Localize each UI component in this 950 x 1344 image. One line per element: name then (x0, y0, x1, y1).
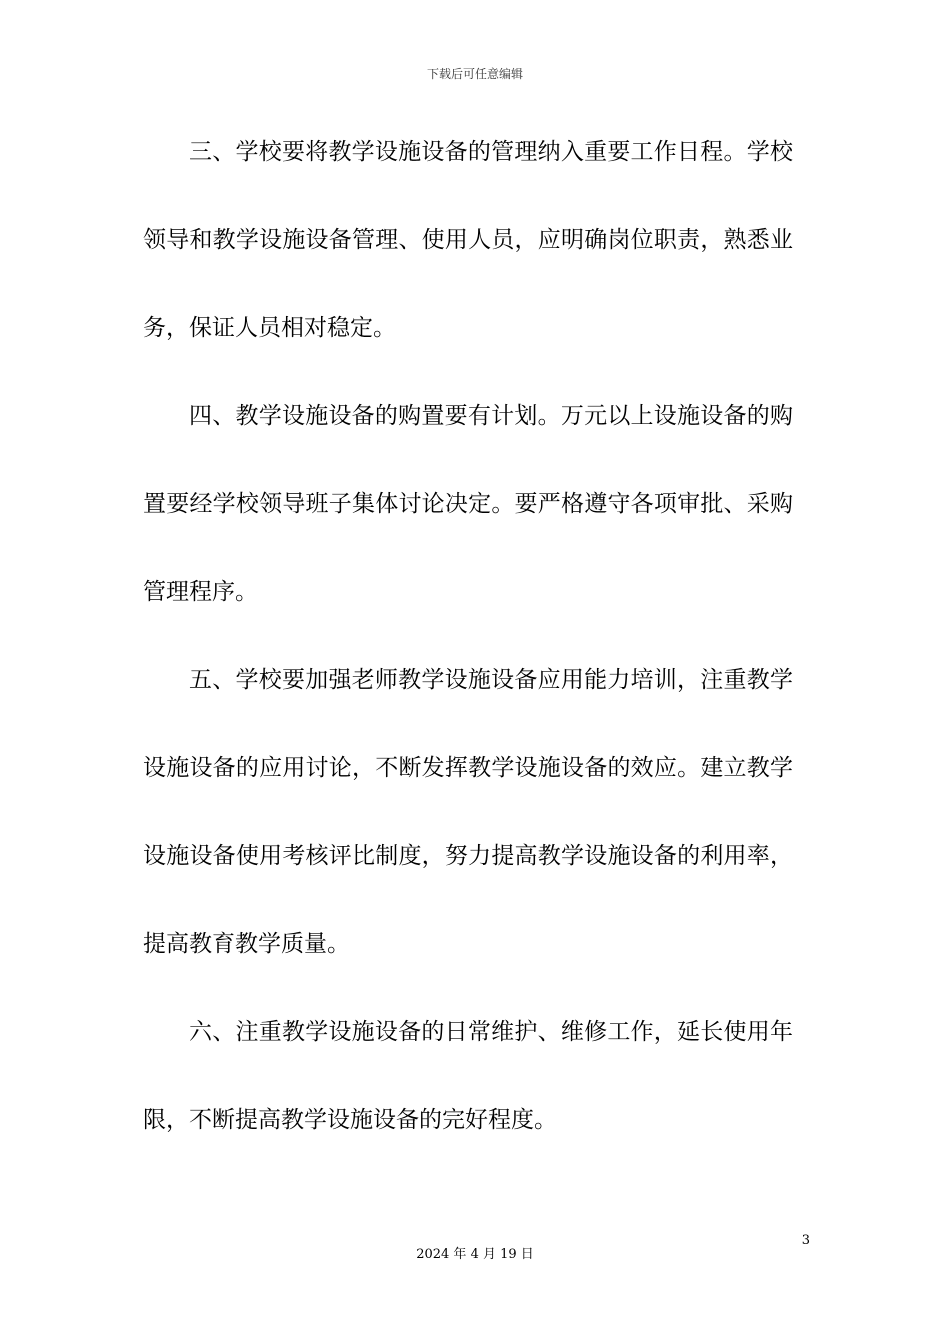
page-number: 3 (801, 1233, 810, 1248)
page-footer-date: 2024 年 4 月 19 日 (416, 1247, 534, 1262)
paragraph-4: 四、教学设施设备的购置要有计划。万元以上设施设备的购置要经学校领导班子集体讨论决定。要严格遵守各项审批、采购管理程序。 (143, 403, 793, 605)
page-header: 下载后可任意编辑 (426, 67, 523, 81)
paragraph-6: 六、注重教学设施设备的日常维护、维修工作，延长使用年限，不断提高教学设施设备的完好程度。 (143, 1019, 793, 1133)
document-body (143, 108, 793, 1164)
paragraph-5: 五、学校要加强老师教学设施设备应用能力培训，注重教学设施设备的应用讨论，不断发挥教学设施设备的效应。建立教学设施设备使用考核评比制度，努力提高教学设施设备的利用率，提高教育教学质量。 (143, 667, 793, 957)
paragraph-3: 三、学校要将教学设施设备的管理纳入重要工作日程。学校领导和教学设施设备管理、使用人员，应明确岗位职责，熟悉业务，保证人员相对稳定。 (143, 139, 793, 341)
